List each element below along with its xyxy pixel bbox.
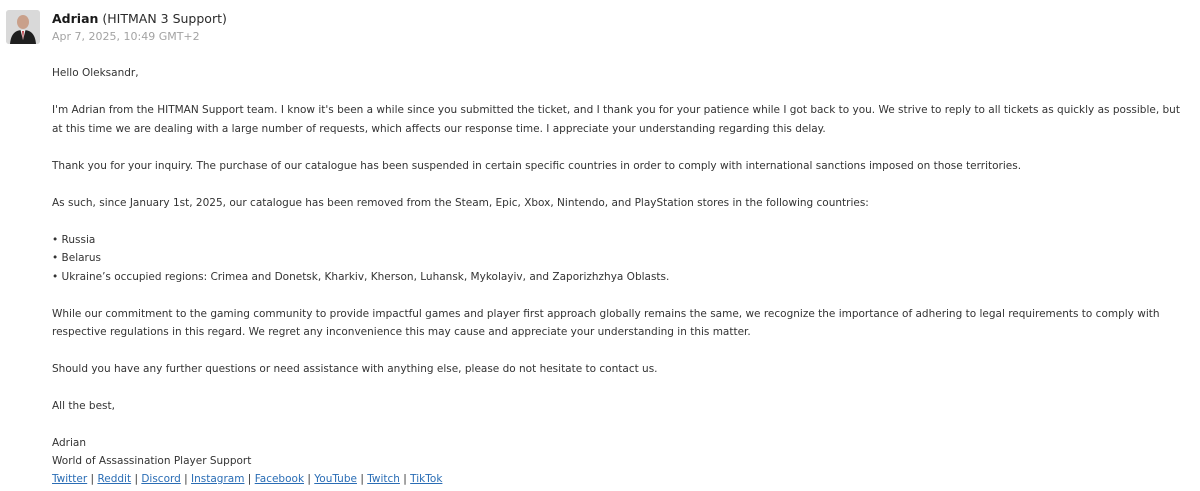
greeting: Hello Oleksandr, — [52, 67, 139, 79]
country-list — [52, 231, 1192, 287]
youtube-link[interactable]: YouTube — [314, 473, 357, 485]
tiktok-link[interactable]: TikTok — [410, 473, 443, 485]
message-body — [52, 64, 1192, 488]
signature-org: World of Assassination Player Support — [52, 455, 252, 467]
reddit-link[interactable]: Reddit — [97, 473, 132, 485]
twitter-link[interactable]: Twitter — [52, 473, 88, 485]
timestamp: Apr 7, 2025, 10:49 GMT+2 — [52, 30, 200, 43]
social-links — [52, 470, 1192, 488]
signature-name: Adrian — [52, 437, 86, 449]
discord-link[interactable]: Discord — [141, 473, 181, 485]
link-separator: | — [184, 473, 188, 485]
link-separator: | — [360, 473, 364, 485]
country-item: • Belarus — [52, 249, 1192, 268]
paragraph-stores: As such, since January 1st, 2025, our catalogue has been removed from the Steam, Epic, Xbox, Nintendo, and PlayStation stores in the following countries: — [52, 196, 869, 209]
paragraph-inquiry: Thank you for your inquiry. The purchase of our catalogue has been suspended in certain specific countries in order to comply with international sanctions imposed on those territories. — [52, 159, 1022, 172]
signature — [52, 434, 1192, 488]
link-separator: | — [247, 473, 252, 485]
link-separator: | — [134, 473, 138, 485]
sender — [52, 10, 227, 27]
country-item: • Ukraine’s occupied regions: Crimea and Donetsk, Kharkiv, Kherson, Luhansk, Mykolayiv, and Zaporizhzhya Oblasts. — [52, 268, 1192, 287]
country-item: • Russia — [52, 231, 1192, 250]
paragraph-intro: I'm Adrian from the HITMAN Support team. I know it's been a while since you submitted the ticket, and I thank you for your patience while I got back to you. We strive to reply to all tickets as quickly as possible, but at this time we are dealing with a large number of requests, which affects our response time. I appreciate your understanding regarding this delay. — [52, 104, 1180, 135]
instagram-link[interactable]: Instagram — [191, 473, 245, 485]
facebook-link[interactable]: Facebook — [254, 473, 305, 485]
agent-47-avatar-icon — [6, 10, 40, 44]
twitch-link[interactable]: Twitch — [367, 473, 400, 485]
closing: All the best, — [52, 400, 115, 412]
paragraph-contact: Should you have any further questions or need assistance with anything else, please do not hesitate to contact us. — [52, 363, 658, 375]
link-separator: | — [403, 473, 407, 485]
paragraph-commitment: While our commitment to the gaming community to provide impactful games and player first approach globally remains the same, we recognize the importance of adhering to legal requirements to comply with respective regulations in this regard. We regret any inconvenience this may cause and appreciate your understanding in this matter. — [52, 307, 1160, 338]
sender-team: (HITMAN 3 Support) — [102, 11, 227, 26]
sender-name: Adrian — [52, 11, 99, 26]
link-separator: | — [90, 473, 95, 485]
message-header — [6, 10, 227, 44]
link-separator: | — [307, 473, 311, 485]
